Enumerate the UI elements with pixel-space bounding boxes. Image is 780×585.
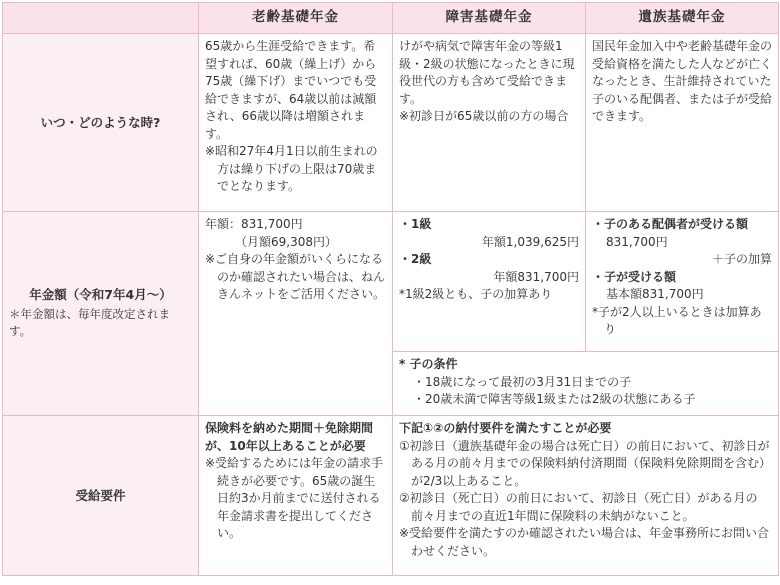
- child-cond-1: ・18歳になって最初の3月31日までの子: [413, 374, 632, 389]
- row-label-amount: [3, 212, 199, 416]
- cell-amount-survivor: [586, 212, 779, 352]
- when-disability-note: ※初診日が65歳以前の方の場合: [399, 109, 569, 123]
- disability-amount-note: *1級2級とも、子の加算あり: [399, 287, 553, 301]
- survivor-spouse-label: ・子のある配偶者が受ける額: [592, 217, 749, 231]
- when-survivor-text: 国民年金加入中や老齢基礎年金の受給資格を満たした人などが亡くなったとき、生計維持されていた子のいる配偶者、または子が受給できます。: [592, 39, 773, 123]
- child-cond-title: * 子の条件: [399, 357, 458, 371]
- header-row: [3, 3, 779, 34]
- cell-amount-old-age: [199, 212, 393, 416]
- row-amount: [3, 212, 779, 352]
- cell-when-old-age: [199, 34, 393, 212]
- survivor-child-label: ・子が受ける額: [592, 269, 677, 284]
- amount-old-age-note: ※ご自身の年金額がいくらになるのか確認されたい場合は、ねんきんネットをご活用ください。: [205, 252, 386, 301]
- req-old-age-bold: 保険料を納めた期間＋免除期間が、10年以上あることが必要: [205, 421, 374, 453]
- row-label-when: いつ・どのような時?: [3, 34, 199, 212]
- disability-grade2-amount: 年額831,700円: [493, 269, 579, 284]
- header-survivor: 遺族基礎年金: [586, 3, 779, 34]
- row-label-requirements: 受給要件: [3, 416, 199, 576]
- amount-label-note: ＊年金額は、毎年度改定されます。: [9, 306, 170, 339]
- survivor-spouse-amount: 831,700円: [606, 234, 668, 249]
- amount-old-age-monthly: （月額69,308円）: [235, 234, 337, 249]
- req-other-1: ①初診日（遺族基礎年金の場合は死亡日）の前日において、初診日がある月の前々月までの保険料納付済期間（保険料免除期間を含む）が2/3以上あること。: [399, 438, 772, 488]
- header-old-age: 老齢基礎年金: [199, 3, 393, 34]
- pension-comparison-table: [2, 2, 779, 576]
- disability-grade1-amount: 年額1,039,625円: [481, 234, 579, 249]
- row-when: [3, 34, 779, 212]
- cell-child-conditions: [393, 352, 779, 416]
- when-old-age-note: ※昭和27年4月1日以前生まれの方は繰り下げの上限は70歳までとなります。: [205, 144, 378, 193]
- cell-req-old-age: [199, 416, 393, 576]
- survivor-spouse-addition: ＋子の加算: [711, 252, 772, 266]
- header-corner: [3, 3, 199, 34]
- when-old-age-text: 65歳から生涯受給できます。希望すれば、60歳（繰上げ）から75歳（繰下げ）までいつでも受給できますが、64歳以前は減額され、66歳以降は増額されます。: [205, 39, 377, 141]
- survivor-child-amount: 基本額831,700円: [606, 287, 704, 301]
- cell-when-survivor: [586, 34, 779, 212]
- header-disability: 障害基礎年金: [393, 3, 586, 34]
- amount-old-age-annual: 年額：831,700円: [205, 217, 303, 231]
- disability-grade1-label: ・1級: [399, 217, 432, 231]
- req-old-age-note: ※受給するためには年金の請求手続きが必要です。65歳の誕生日約3か月前までに送付される年金請求書を提出してください。: [205, 456, 384, 540]
- disability-grade2-label: ・2級: [399, 252, 432, 266]
- row-requirements: [3, 416, 779, 576]
- when-disability-text: けがや病気で障害年金の等級1級・2級の状態になったときに現役世代の方も含めて受給できます。: [399, 39, 575, 106]
- req-other-note: ※受給要件を満たすのか確認されたい場合は、年金事務所にお問い合わせください。: [399, 526, 770, 558]
- child-cond-2: ・20歳未満で障害等級1級または2級の状態にある子: [413, 392, 696, 406]
- req-other-2: ②初診日（死亡日）の前日において、初診日（死亡日）がある月の前々月までの直近1年間に保険料の未納がないこと。: [399, 491, 758, 523]
- amount-label: 年金額（令和7年4月〜）: [29, 287, 172, 303]
- cell-when-disability: [393, 34, 586, 212]
- survivor-child-note: *子が2人以上いるときは加算あり: [592, 304, 762, 336]
- cell-req-other: [393, 416, 779, 576]
- cell-amount-disability: [393, 212, 586, 352]
- req-other-bold: 下記①②の納付要件を満たすことが必要: [399, 421, 612, 435]
